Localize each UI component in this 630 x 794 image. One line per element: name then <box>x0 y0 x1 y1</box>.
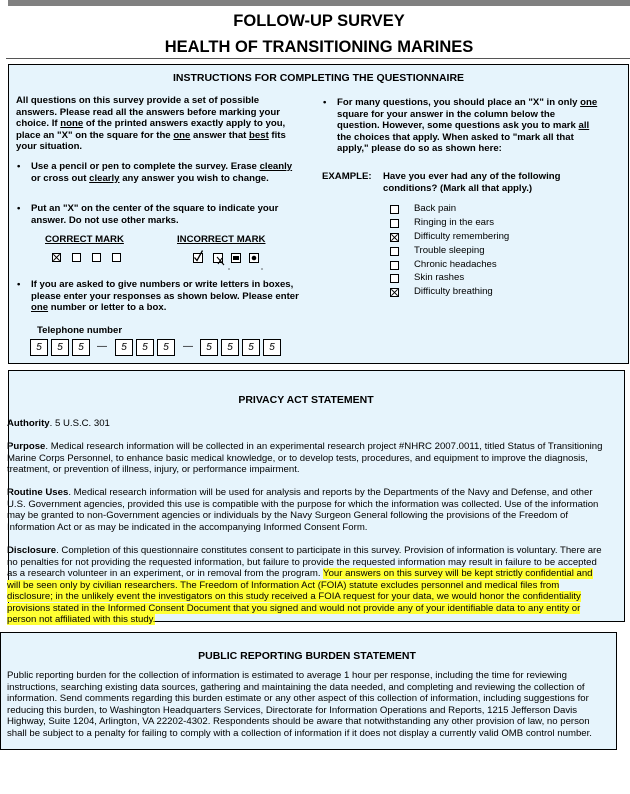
example-option <box>390 203 610 217</box>
example-checkbox <box>390 219 399 228</box>
example-checkbox <box>390 205 399 214</box>
bullet-dot: • <box>17 161 21 172</box>
telephone-digit: 5 <box>200 339 218 356</box>
telephone-dash: — <box>97 341 107 352</box>
burden-text: Public reporting burden for the collection of information is estimated to average 1 hour per response, including the time for reviewing instructions, searching existing data sources, gathering and maintaining the data needed, and completing and reviewing the collection of information. Send comments regarding this burden estimate or any other aspect of this collection of information, including suggestions for reducing this burden, to Washington Headquarters Services, Directorate for Information Operations and Reports, 1215 Jefferson Davis Highway, Suite 1204, Arlington, VA 22202-4302. Respondents should be aware that notwithstanding any other provision of law, no person shall be subject to a penalty for failing to comply with a collection of information if it does not display a currently valid OMB control number. <box>7 670 592 739</box>
telephone-digit: 5 <box>221 339 239 356</box>
example-option-label: Trouble sleeping <box>414 244 485 256</box>
disclosure-highlight: Your answers on this survey will be kept strictly confidential and will be seen only by civilian researchers. The Freedom of Information Act (FOIA) statute excludes personnel and medical files from disclosure; in the unlikely event the investigators on this study received a FOIA request for your data, we would honor the confidentiality provisions stated in the Informed Consent Document that you signed and would not provide any of your identifiable data to any entity or person not affiliated with this study. <box>7 568 593 625</box>
telephone-digit: 5 <box>51 339 69 356</box>
title-rule <box>6 58 630 59</box>
example-option-label: Skin rashes <box>414 272 465 284</box>
sample-checkbox <box>72 253 81 262</box>
sample-checkbox-correct <box>52 253 61 262</box>
telephone-digit: 5 <box>157 339 175 356</box>
top-bar <box>8 0 630 6</box>
example-checkbox <box>390 274 399 283</box>
example-option <box>390 259 610 273</box>
example-option-label: Back pain <box>414 203 457 214</box>
incorrect-mark-label: INCORRECT MARK <box>177 234 266 245</box>
example-question: Have you ever had any of the following conditions? (Mark all that apply.) <box>383 171 561 194</box>
privacy-routine-uses: Routine Uses. Medical research information will be used for analysis and reports by the Departments of the Navy and Defense, and other U.S. Government agencies, provided this use is compatible with the purpose for which the information was collected. Use of the information may be granted to non-Government agencies or individuals by the Navy Surgeon General following the provisions of the Freedom of Information Act or as may be indicated in the accompanying Informed Consent Form. <box>7 487 599 533</box>
telephone-digit: 5 <box>115 339 133 356</box>
bullet-dot: • <box>323 97 327 108</box>
example-option-label: Chronic headaches <box>414 258 497 270</box>
example-checkbox <box>390 247 399 256</box>
example-option-label: Difficulty remembering <box>414 230 510 242</box>
instructions-intro: All questions on this survey provide a set of possible answers. Please read all the answers before marking your choice. If none of the printed answers exactly apply to you, place an "X" on the square for the one answer that best fits your situation. <box>16 95 286 152</box>
telephone-digit: 5 <box>136 339 154 356</box>
privacy-disclosure: Disclosure. Completion of this questionnaire constitutes consent to participate in this survey. Provision of information is voluntary. There are no penalties for not providing the requested information, but failure to provide the requested information may result in failure to be accepted as a research volunteer in an experiment, or in removal from the program. Your answers on this survey will be kept strictly confidential and will be seen only by civilian researchers. The Freedom of Information Act (FOIA) statute excludes personnel and medical files from disclosure; in the unlikely event the investigators on this study received a FOIA request for your data, we would honor the confidentiality provisions stated in the Informed Consent Document that you signed and would not provide any of your identifiable data to any entity or person not affiliated with this study. <box>7 545 602 625</box>
example-option <box>390 286 610 300</box>
privacy-purpose: Purpose. Medical research information will be collected in an experimental research project #NHRC 2007.0011, titled Status of Transitioning Marine Corps Personnel, to enhance basic medical knowledge, or to develop tests, procedures, and equipment to improve the diagnosis, treatment, or prevention of illness, injury, or performance impairment. <box>7 441 603 475</box>
telephone-digit: 5 <box>30 339 48 356</box>
instructions-box <box>8 64 629 364</box>
bullet-dot: • <box>17 279 21 290</box>
telephone-digit: 5 <box>263 339 281 356</box>
example-option <box>390 245 610 259</box>
incorrect-mark-samples <box>193 249 268 271</box>
example-option <box>390 217 610 231</box>
burden-heading: PUBLIC REPORTING BURDEN STATEMENT <box>198 650 416 662</box>
example-checkbox-checked <box>390 288 399 297</box>
bullet-dot: • <box>17 203 21 214</box>
telephone-digit: 5 <box>72 339 90 356</box>
instruction-bullet-mark-all: For many questions, you should place an "X" in only one square for your answer in the column below the question. However, some questions ask you to mark all the choices that apply. When asked to "mark all that apply," please do so as shown here: <box>337 97 598 154</box>
privacy-authority: Authority. 5 U.S.C. 301 <box>7 418 110 429</box>
survey-title: FOLLOW-UP SURVEY <box>233 12 405 30</box>
sample-checkbox <box>112 253 121 262</box>
privacy-heading: PRIVACY ACT STATEMENT <box>238 394 374 406</box>
example-checkbox <box>390 261 399 270</box>
example-option <box>390 231 610 245</box>
telephone-label: Telephone number <box>37 325 123 336</box>
example-option-label: Difficulty breathing <box>414 286 493 298</box>
instruction-bullet-mark: Put an "X" on the center of the square to indicate your answer. Do not use other marks. <box>31 203 279 226</box>
correct-mark-label: CORRECT MARK <box>45 234 124 245</box>
instruction-bullet-pencil: Use a pencil or pen to complete the survey. Erase cleanly or cross out clearly any answer you wish to change. <box>31 161 293 184</box>
instructions-heading: INSTRUCTIONS FOR COMPLETING THE QUESTIONNAIRE <box>172 72 465 84</box>
telephone-digit: 5 <box>242 339 260 356</box>
example-label: EXAMPLE: <box>322 171 372 182</box>
sample-checkbox <box>92 253 101 262</box>
survey-subtitle: HEALTH OF TRANSITIONING MARINES <box>164 38 474 56</box>
instruction-bullet-numbers: If you are asked to give numbers or write letters in boxes, please enter your responses as shown below. Please enter one number or letter to a box. <box>31 279 299 313</box>
example-option-label: Ringing in the ears <box>414 216 494 228</box>
example-checkbox-checked <box>390 233 399 242</box>
example-option <box>390 272 610 286</box>
example-options-list <box>390 203 610 300</box>
telephone-dash: — <box>183 341 193 352</box>
burden-box <box>0 632 617 750</box>
